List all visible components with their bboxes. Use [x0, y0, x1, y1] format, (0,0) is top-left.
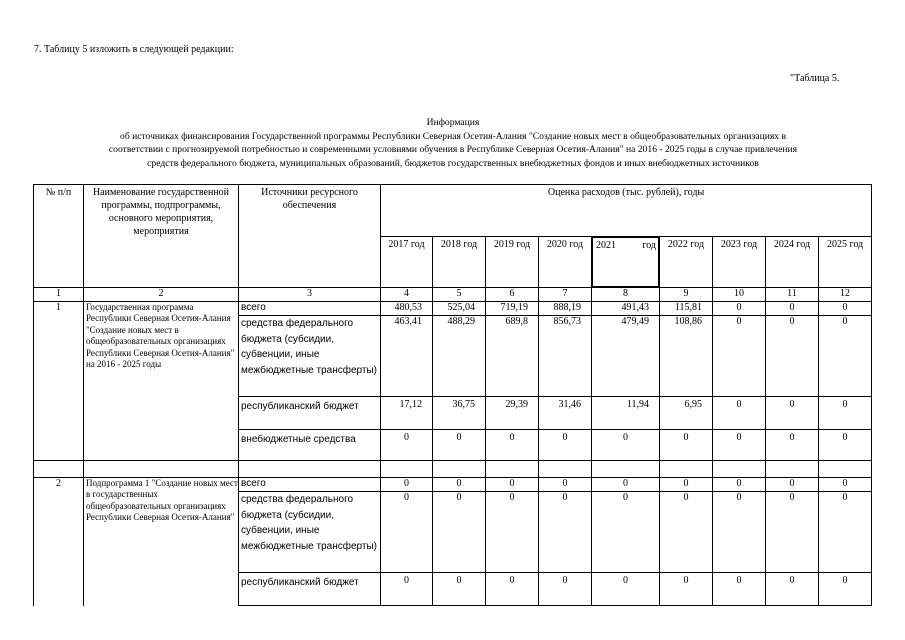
year-header: 2019 год [486, 237, 539, 288]
col-sources-header: Источники ресурсного обеспечения [239, 185, 381, 288]
value-cell: 0 [713, 573, 766, 606]
value-cell: 0 [713, 397, 766, 430]
value-cell: 0 [486, 492, 539, 573]
document-heading [28, 116, 878, 170]
value-cell: 0 [713, 492, 766, 573]
heading-line-2: об источниках финансирования Государственной программы Республики Северная Осетия-Алания "Создание новых мест в общеобразовательных организациях в [120, 130, 786, 142]
value-cell: 0 [766, 492, 819, 573]
value-cell: 0 [713, 316, 766, 397]
value-cell: 491,43 [592, 302, 660, 316]
year-header [592, 237, 659, 287]
value-cell: 0 [433, 478, 486, 492]
value-cell: 36,75 [433, 397, 486, 430]
year-header: 2023 год [713, 237, 766, 288]
row-index: 2 [34, 478, 84, 606]
value-cell: 0 [433, 573, 486, 606]
value-cell: 0 [486, 430, 539, 461]
column-number: 10 [713, 288, 766, 302]
year-header: 2024 год [766, 237, 819, 288]
column-number: 7 [539, 288, 592, 302]
year-header: 2022 год [660, 237, 713, 288]
value-cell: 0 [539, 430, 592, 461]
column-number: 4 [381, 288, 433, 302]
value-cell: 0 [819, 492, 872, 573]
col-name-header: Наименование государственной программы, подпрограммы, основного мероприятия, мероприятия [84, 185, 239, 288]
value-cell: 0 [539, 573, 592, 606]
value-cell: 31,46 [539, 397, 592, 430]
value-cell: 689,8 [486, 316, 539, 397]
value-cell: 0 [539, 478, 592, 492]
column-number: 6 [486, 288, 539, 302]
value-cell: 0 [713, 430, 766, 461]
column-numbers-row [34, 288, 872, 302]
year-header: 2018 год [433, 237, 486, 288]
value-cell: 0 [660, 430, 713, 461]
column-number: 2 [84, 288, 239, 302]
year-header: 2017 год [381, 237, 433, 288]
column-number: 8 [592, 288, 660, 302]
row-name: Государственная программа Республики Северная Осетия-Алания "Создание новых мест в общеобразовательных организациях Республики Северная Осетия-Алания" на 2016 - 2025 годы [84, 302, 239, 461]
value-cell: 0 [592, 478, 660, 492]
value-cell: 0 [766, 316, 819, 397]
value-cell: 6,95 [660, 397, 713, 430]
source-label: средства федерального бюджета (субсидии, субвенции, иные межбюджетные трансферты) [239, 492, 381, 573]
value-cell: 0 [381, 573, 433, 606]
value-cell: 0 [766, 573, 819, 606]
value-cell: 0 [486, 478, 539, 492]
row-index: 1 [34, 302, 84, 461]
heading-line-1: Информация [426, 117, 480, 128]
value-cell: 488,29 [433, 316, 486, 397]
value-cell: 29,39 [486, 397, 539, 430]
value-cell: 108,86 [660, 316, 713, 397]
value-cell: 0 [819, 478, 872, 492]
year-header-part: 2021 [596, 240, 616, 251]
source-label: внебюджетные средства [239, 430, 381, 461]
source-label: республиканский бюджет [239, 573, 381, 606]
heading-line-4: средств федерального бюджета, муниципальных образований, бюджетов государственных внебюджетных фондов и иных внебюджетных источников [147, 157, 759, 169]
column-number: 3 [239, 288, 381, 302]
value-cell: 0 [766, 478, 819, 492]
col-estimate-header: Оценка расходов (тыс. рублей), годы [381, 185, 872, 237]
financing-table [33, 184, 872, 606]
value-cell: 0 [381, 430, 433, 461]
value-cell: 856,73 [539, 316, 592, 397]
column-number: 5 [433, 288, 486, 302]
column-number: 11 [766, 288, 819, 302]
row-name: Подпрограмма 1 "Создание новых мест в государственных общеобразовательных организациях Республики Северная Осетия-Алания" [84, 478, 239, 606]
value-cell: 0 [713, 478, 766, 492]
col-number-header: № п/п [34, 185, 84, 288]
value-cell: 0 [766, 302, 819, 316]
column-number: 12 [819, 288, 872, 302]
value-cell: 11,94 [592, 397, 660, 430]
value-cell: 0 [381, 492, 433, 573]
value-cell: 0 [819, 316, 872, 397]
value-cell: 0 [539, 492, 592, 573]
value-cell: 0 [592, 573, 660, 606]
source-label: республиканский бюджет [239, 397, 381, 430]
value-cell: 115,81 [660, 302, 713, 316]
column-number: 1 [34, 288, 84, 302]
value-cell: 0 [819, 430, 872, 461]
table-row [34, 478, 872, 492]
value-cell: 0 [819, 573, 872, 606]
value-cell: 0 [592, 492, 660, 573]
value-cell: 0 [433, 430, 486, 461]
year-header: 2020 год [539, 237, 592, 288]
source-label: всего [239, 302, 381, 316]
table-label: "Таблица 5. [790, 73, 840, 84]
value-cell: 0 [592, 430, 660, 461]
value-cell: 0 [819, 302, 872, 316]
value-cell: 0 [660, 573, 713, 606]
value-cell: 0 [486, 573, 539, 606]
value-cell: 0 [713, 302, 766, 316]
heading-line-3: соответствии с прогнозируемой потребностью и современными условиями обучения в Республике Северная Осетия-Алания" на 2016 - 2025 годы в случае привлечения [108, 144, 798, 155]
header-row [34, 185, 872, 237]
value-cell: 479,49 [592, 316, 660, 397]
value-cell: 525,04 [433, 302, 486, 316]
year-header-part: год [642, 240, 656, 251]
value-cell: 0 [660, 478, 713, 492]
value-cell: 719,19 [486, 302, 539, 316]
source-label: всего [239, 478, 381, 492]
value-cell: 0 [381, 478, 433, 492]
value-cell: 888,19 [539, 302, 592, 316]
value-cell: 480,53 [381, 302, 433, 316]
value-cell: 0 [660, 492, 713, 573]
source-label: средства федерального бюджета (субсидии, субвенции, иные межбюджетные трансферты) [239, 316, 381, 397]
value-cell: 463,41 [381, 316, 433, 397]
column-number: 9 [660, 288, 713, 302]
spacer-row [34, 461, 872, 478]
value-cell: 0 [819, 397, 872, 430]
value-cell: 0 [766, 430, 819, 461]
table-row [34, 302, 872, 316]
value-cell: 17,12 [381, 397, 433, 430]
year-header: 2025 год [819, 237, 872, 288]
value-cell: 0 [766, 397, 819, 430]
intro-text: 7. Таблицу 5 изложить в следующей редакции: [34, 44, 234, 55]
value-cell: 0 [433, 492, 486, 573]
